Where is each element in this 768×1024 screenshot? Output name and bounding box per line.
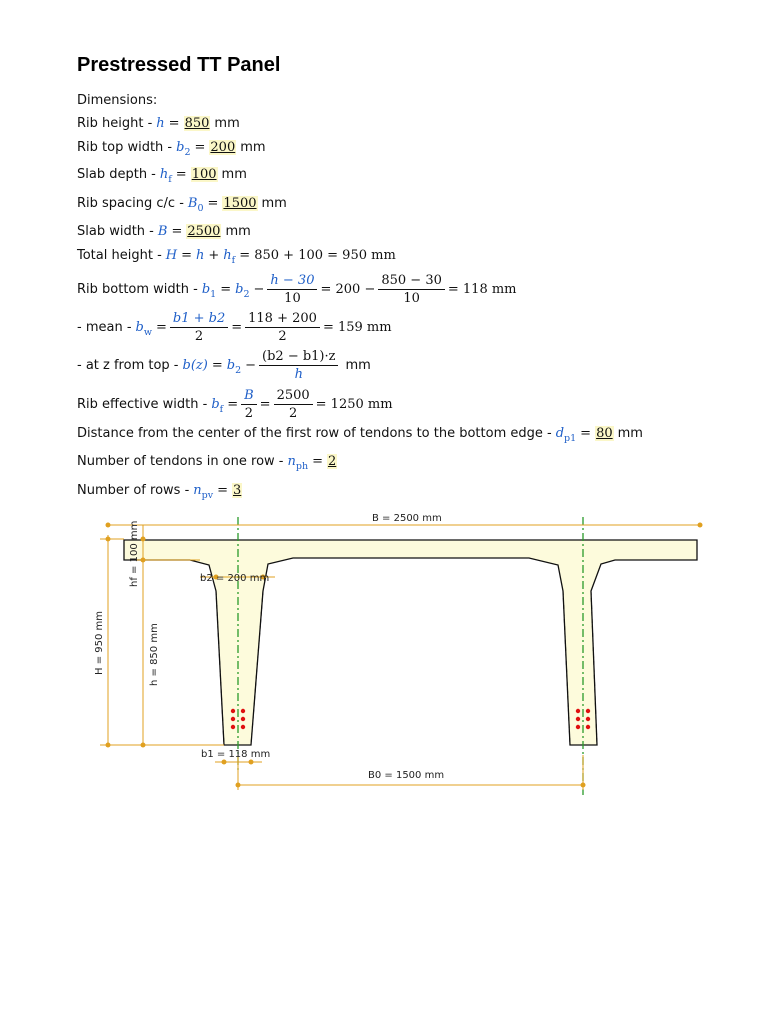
slab-depth-row: Slab depth - $h_f$ = 100 mm <box>77 167 247 185</box>
fraction: $\frac{(b2 - b1)\cdot z}{h}$ <box>259 348 338 383</box>
npv-input[interactable]: 3 <box>233 483 242 498</box>
nph-input[interactable]: 2 <box>327 454 337 469</box>
dp1-input[interactable]: 80 <box>596 426 613 441</box>
fraction: $\frac{h - 30}{10}$ <box>267 272 317 307</box>
slab-width-input[interactable]: 2500 <box>187 224 221 239</box>
rib-height-input[interactable]: 850 <box>184 116 210 131</box>
dim-H-label: H = 950 mm <box>94 610 105 675</box>
rib-effective-width-row: Rib effective width - $b_f$ = $\frac{B}{2}$ = $\frac{2500}{2}$ = 1250 mm <box>77 388 393 421</box>
fraction: $\frac{B}{2}$ <box>241 387 257 422</box>
page-title: Prestressed TT Panel <box>77 54 281 76</box>
dimensions-label: Dimensions: <box>77 93 158 108</box>
nph-row: Number of tendons in one row - $n_{ph}$ = 2 <box>77 454 337 472</box>
dim-h-label: h = 850 mm <box>149 623 160 686</box>
tt-panel-drawing <box>0 505 768 805</box>
width-at-z-row: - at z from top - b(z) = $b_2$ − $\frac{(b2 - b1)\cdot z}{h}$ mm <box>77 349 371 382</box>
dim-b2-label: b2 = 200 mm <box>200 573 270 584</box>
npv-row: Number of rows - $n_{pv}$ = 3 <box>77 483 242 501</box>
slab-depth-input[interactable]: 100 <box>191 167 217 182</box>
mean-width-row: - mean - $b_w$ = $\frac{b1 + b2}{2}$ = $\frac{118 + 200}{2}$ = 159 mm <box>77 311 392 344</box>
rib-top-width-input[interactable]: 200 <box>210 140 236 155</box>
fraction: $\frac{b1 + b2}{2}$ <box>170 310 228 345</box>
fraction: $\frac{850 - 30}{10}$ <box>378 272 445 307</box>
rib-spacing-row: Rib spacing c/c - $B_0$ = 1500 mm <box>77 196 287 214</box>
slab-width-row: Slab width - B = 2500 mm <box>77 224 251 239</box>
dim-hf-label: hf = 100 mm <box>129 520 140 587</box>
rib-height-row: Rib height - h = 850 mm <box>77 116 240 131</box>
rib-top-width-row: Rib top width - $b_2$ = 200 mm <box>77 140 266 158</box>
fraction: $\frac{2500}{2}$ <box>274 387 313 422</box>
dp1-row: Distance from the center of the first row of tendons to the bottom edge - $d_{p1}$ = 80 mm <box>77 426 643 444</box>
dim-B0-label: B0 = 1500 mm <box>368 770 445 781</box>
rib-bottom-width-row: Rib bottom width - $b_1$ = $b_2$ − $\frac{h - 30}{10}$ = 200 − $\frac{850 - 30}{10}$ = 118 mm <box>77 273 517 306</box>
fraction: $\frac{118 + 200}{2}$ <box>245 310 320 345</box>
total-height-row: Total height - H = h + $h_f$ = 850 + 100 = 950 mm <box>77 248 396 266</box>
rib-spacing-input[interactable]: 1500 <box>223 196 257 211</box>
concrete-section <box>124 540 697 745</box>
dim-B-label: B = 2500 mm <box>372 513 442 524</box>
dim-b1-label: b1 = 118 mm <box>201 749 271 760</box>
